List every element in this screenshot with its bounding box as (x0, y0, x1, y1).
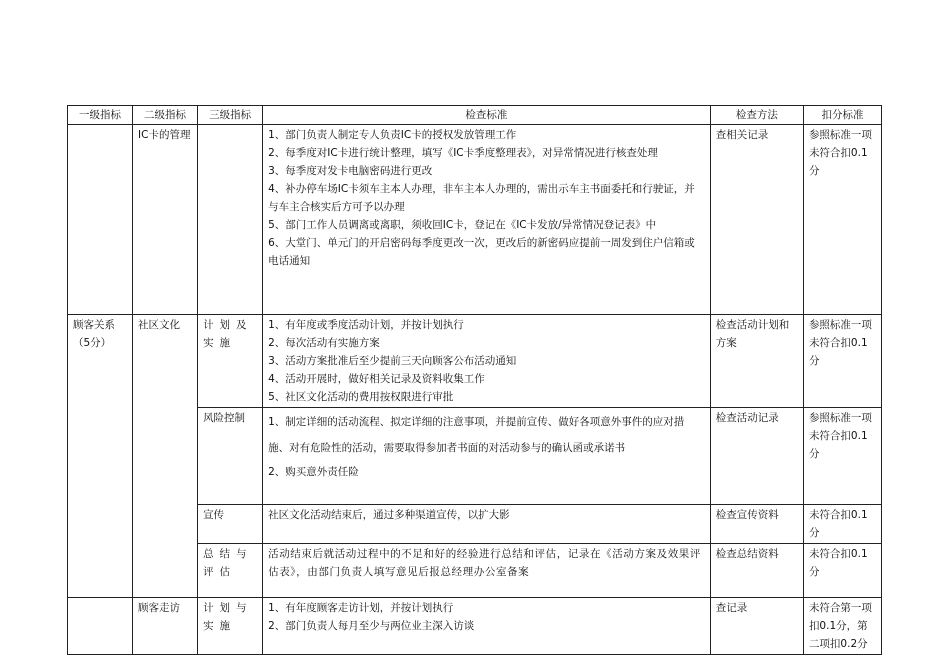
criteria-cell: 活动结束后就活动过程中的不足和好的经验进行总结和评估，记录在《活动方案及效果评估表》，由部门负责人填写意见后报总经理办公室备案 (263, 544, 711, 598)
criteria-item: 2、每季度对IC卡进行统计整理，填写《IC卡季度整理表》，对异常情况进行核查处理 (268, 147, 658, 159)
method-cell: 查记录 (710, 598, 803, 655)
criteria-item: 3、每季度对发卡电脑密码进行更改 (268, 165, 433, 177)
header-level2: 二级指标 (133, 106, 198, 125)
table-row (68, 315, 882, 408)
criteria-item: 2、部门负责人每月至少与两位业主深入访谈 (268, 620, 475, 632)
level1-cell (68, 598, 133, 655)
method-cell: 检查活动计划和方案 (710, 315, 803, 408)
criteria-item: 2、每次活动有实施方案 (268, 337, 380, 349)
criteria-cell (263, 408, 711, 505)
table-row (68, 125, 882, 315)
method-cell: 检查活动记录 (710, 408, 803, 505)
deduction-cell: 参照标准一项未符合扣0.1分 (803, 315, 881, 408)
criteria-cell (263, 598, 711, 655)
deduction-cell: 未符合扣0.1分 (803, 544, 881, 598)
level3-cell (198, 125, 263, 315)
method-cell: 查相关记录 (710, 125, 803, 315)
criteria-item: 5、社区文化活动的费用按权限进行审批 (268, 391, 454, 403)
level3-cell: 计划及实施 (198, 315, 263, 408)
criteria-item: 2、购买意外责任险 (268, 466, 359, 478)
deduction-cell: 参照标准一项未符合扣0.1分 (803, 125, 881, 315)
deduction-cell: 未符合扣0.1分 (803, 505, 881, 544)
criteria-item: 4、补办停车场IC卡须车主本人办理，非车主本人办理的，需出示车主书面委托和行驶证，并与车主合核实后方可予以办理 (268, 183, 695, 213)
criteria-item: 5、部门工作人员调离或离职，须收回IC卡，登记在《IC卡发放/异常情况登记表》中 (268, 219, 657, 231)
table-row (68, 598, 882, 655)
level3-cell: 计划与实施 (198, 598, 263, 655)
header-criteria: 检查标准 (263, 106, 711, 125)
inspection-standards-table (67, 105, 882, 655)
level2-cell: IC卡的管理 (133, 125, 198, 315)
header-deduction: 扣分标准 (803, 106, 881, 125)
criteria-item: 6、大堂门、单元门的开启密码每季度更改一次，更改后的新密码应提前一周发到住户信箱或电话通知 (268, 237, 695, 267)
criteria-item: 1、有年度顾客走访计划，并按计划执行 (268, 602, 454, 614)
method-cell: 检查总结资料 (710, 544, 803, 598)
criteria-item: 3、活动方案批准后至少提前三天向顾客公布活动通知 (268, 355, 517, 367)
level2-cell: 社区文化 (133, 315, 198, 598)
criteria-item: 1、有年度或季度活动计划，并按计划执行 (268, 319, 464, 331)
criteria-item: 4、活动开展时，做好相关记录及资料收集工作 (268, 373, 485, 385)
header-level1: 一级指标 (68, 106, 133, 125)
header-row (68, 106, 882, 125)
criteria-cell (263, 125, 711, 315)
criteria-item: 1、制定详细的活动流程、拟定详细的注意事项，并提前宣传、做好各项意外事件的应对措施、对有危险性的活动，需要取得参加者书面的对活动参与的确认函或承诺书 (268, 416, 685, 454)
criteria-cell: 社区文化活动结束后，通过多种渠道宣传，以扩大影 (263, 505, 711, 544)
header-level3: 三级指标 (198, 106, 263, 125)
level3-cell: 风险控制 (198, 408, 263, 505)
criteria-item: 1、部门负责人制定专人负责IC卡的授权发放管理工作 (268, 129, 517, 141)
level3-cell: 宣传 (198, 505, 263, 544)
level3-cell: 总结与评估 (198, 544, 263, 598)
criteria-cell (263, 315, 711, 408)
header-method: 检查方法 (710, 106, 803, 125)
level1-cell: 顾客关系（5分） (68, 315, 133, 598)
method-cell: 检查宣传资料 (710, 505, 803, 544)
deduction-cell: 参照标准一项未符合扣0.1分 (803, 408, 881, 505)
level2-cell: 顾客走访 (133, 598, 198, 655)
level1-cell (68, 125, 133, 315)
deduction-cell: 未符合第一项扣0.1分，第二项扣0.2分 (803, 598, 881, 655)
